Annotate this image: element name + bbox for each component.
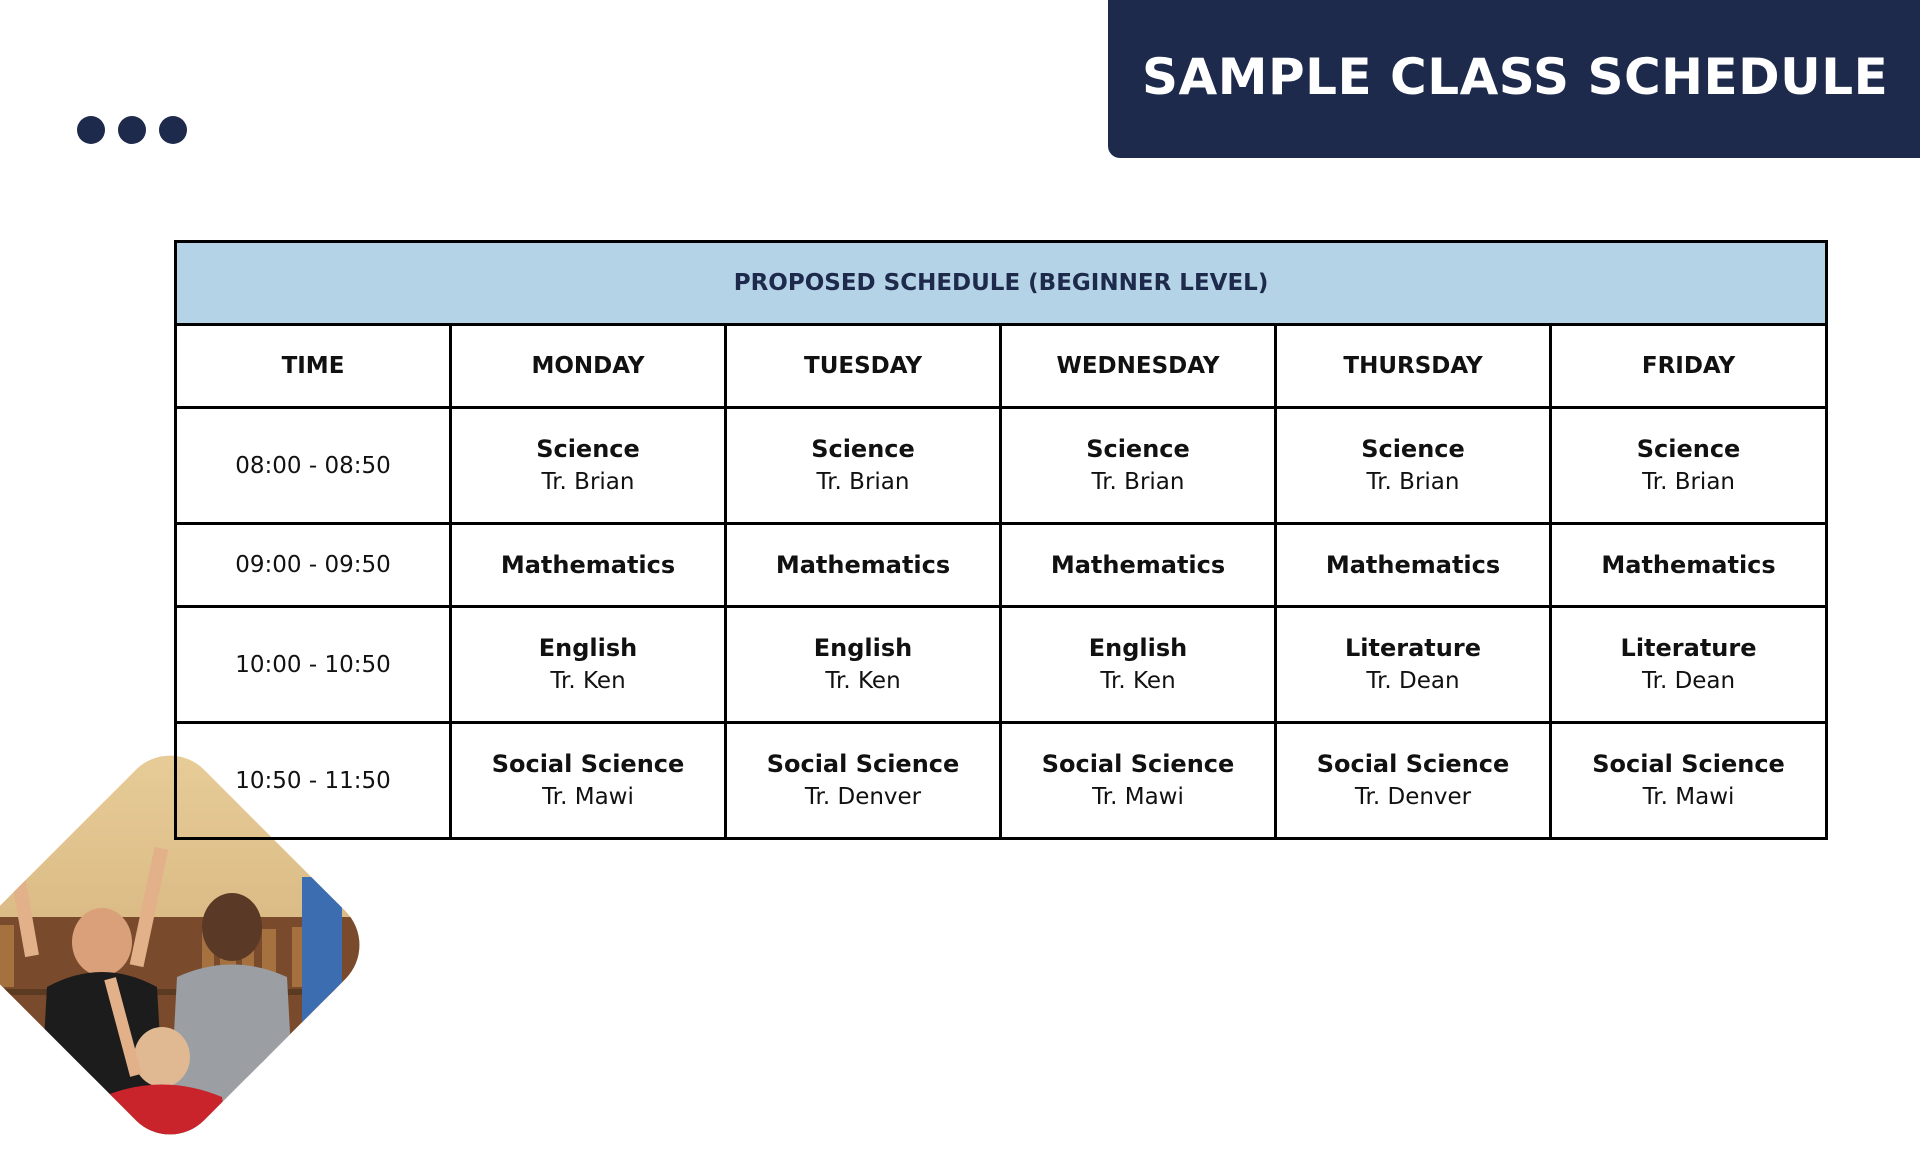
subject-label: Science — [1086, 434, 1190, 463]
class-cell — [1001, 524, 1276, 607]
teacher-label: Tr. Dean — [1641, 667, 1736, 694]
subject-label: Mathematics — [1050, 550, 1226, 579]
time-cell: 08:00 - 08:50 — [176, 408, 451, 524]
header-time: TIME — [176, 325, 451, 408]
header-monday: MONDAY — [451, 325, 726, 408]
header-row — [176, 325, 1827, 408]
table-row — [176, 723, 1827, 839]
teacher-label: Tr. Denver — [804, 783, 922, 810]
class-cell — [451, 607, 726, 723]
teacher-label: Tr. Brian — [816, 468, 910, 495]
subject-label: Literature — [1345, 633, 1481, 662]
subject-label: Literature — [1620, 633, 1757, 662]
header-friday: FRIDAY — [1551, 325, 1827, 408]
subject-label: Social Science — [1592, 749, 1785, 778]
class-cell — [726, 408, 1001, 524]
class-cell — [1551, 607, 1827, 723]
teacher-label: Tr. Ken — [550, 667, 626, 694]
teacher-label: Tr. Mawi — [1092, 783, 1184, 810]
teacher-label: Tr. Brian — [1642, 468, 1735, 495]
class-cell — [1551, 723, 1827, 839]
table-row — [176, 408, 1827, 524]
teacher-label: Tr. Brian — [1366, 468, 1460, 495]
class-cell — [1001, 607, 1276, 723]
header-thursday: THURSDAY — [1276, 325, 1551, 408]
table-caption: PROPOSED SCHEDULE (BEGINNER LEVEL) — [176, 242, 1827, 325]
header-tuesday: TUESDAY — [726, 325, 1001, 408]
subject-label: English — [813, 633, 913, 662]
subject-label: English — [1088, 633, 1188, 662]
title-banner — [1108, 0, 1920, 158]
table-row — [176, 607, 1827, 723]
subject-label: Science — [536, 434, 640, 463]
class-cell — [1276, 524, 1551, 607]
dot-1 — [77, 116, 105, 144]
caption-row — [176, 242, 1827, 325]
teacher-label: Tr. Brian — [1091, 468, 1185, 495]
class-cell — [726, 607, 1001, 723]
class-cell — [451, 723, 726, 839]
subject-label: Social Science — [1041, 749, 1235, 778]
time-cell: 10:00 - 10:50 — [176, 607, 451, 723]
subject-label: English — [538, 633, 638, 662]
class-cell — [1551, 408, 1827, 524]
page-title: SAMPLE CLASS SCHEDULE — [1142, 48, 1889, 106]
dot-2 — [118, 116, 146, 144]
class-cell — [451, 524, 726, 607]
teacher-label: Tr. Ken — [1100, 667, 1176, 694]
teacher-label: Tr. Mawi — [542, 783, 634, 810]
class-cell — [1276, 723, 1551, 839]
time-cell: 09:00 - 09:50 — [176, 524, 451, 607]
teacher-label: Tr. Brian — [541, 468, 635, 495]
subject-label: Mathematics — [500, 550, 676, 579]
class-cell — [726, 723, 1001, 839]
subject-label: Social Science — [1316, 749, 1510, 778]
class-cell — [1001, 723, 1276, 839]
schedule-table — [174, 240, 1828, 840]
dot-3 — [159, 116, 187, 144]
subject-label: Social Science — [766, 749, 960, 778]
subject-label: Science — [1361, 434, 1465, 463]
header-wednesday: WEDNESDAY — [1001, 325, 1276, 408]
teacher-label: Tr. Mawi — [1642, 783, 1735, 810]
subject-label: Science — [1636, 434, 1741, 463]
class-cell — [1551, 524, 1827, 607]
teacher-label: Tr. Ken — [825, 667, 901, 694]
teacher-label: Tr. Dean — [1366, 667, 1460, 694]
subject-label: Mathematics — [775, 550, 951, 579]
subject-label: Social Science — [491, 749, 685, 778]
decorative-dots — [77, 116, 187, 144]
teacher-label: Tr. Denver — [1354, 783, 1472, 810]
time-cell: 10:50 - 11:50 — [176, 723, 451, 839]
subject-label: Mathematics — [1601, 550, 1776, 579]
subject-label: Science — [811, 434, 915, 463]
class-cell — [1001, 408, 1276, 524]
class-cell — [1276, 607, 1551, 723]
subject-label: Mathematics — [1325, 550, 1501, 579]
class-cell — [726, 524, 1001, 607]
class-cell — [1276, 408, 1551, 524]
table-row — [176, 524, 1827, 607]
class-cell — [451, 408, 726, 524]
